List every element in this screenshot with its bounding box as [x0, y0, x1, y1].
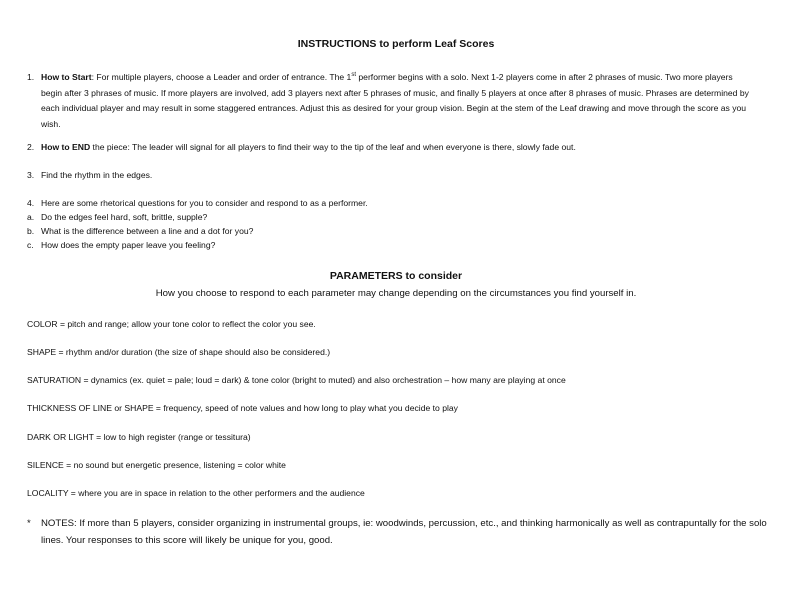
item-1-text-start: : For multiple players, choose a Leader and order of entrance. The 1	[91, 72, 352, 82]
parameter-dark-or-light: DARK OR LIGHT = low to high register (range or tessitura)	[27, 432, 251, 442]
item-4a-text: Do the edges feel hard, soft, brittle, supple?	[41, 212, 208, 222]
parameter-thickness: THICKNESS OF LINE or SHAPE = frequency, speed of note values and how long to play what you decide to play	[27, 403, 458, 413]
item-3-marker: 3.	[27, 170, 35, 180]
parameter-color: COLOR = pitch and range; allow your tone color to reflect the color you see.	[27, 319, 316, 329]
item-2-heading: How to END	[41, 142, 91, 152]
item-1-text-end: performer begins with a solo. Next 1-2 players come in after 2 phrases of music. Two more players begin after 3 phrases of music. If more players are involved, add 3 players next after 5 phrases of music, and finally 5 players at once after 8 phrases of music. Phrases are determined by each individual player and may result in some staggered entrances. Adjust this as desired for your group vision. Begin at the stem of the Leaf drawing and move through the score as you wish.	[41, 72, 749, 129]
item-1-text	[41, 70, 756, 132]
notes-text: NOTES: If more than 5 players, consider organizing in instrumental groups, ie: woodwinds, percussion, etc., and thinking harmonically as well as contrapuntally for the solo lines. Your responses to this score will likely be unique for you, good.	[41, 518, 767, 546]
item-4a-marker: a.	[27, 212, 35, 222]
item-4b-marker: b.	[27, 226, 35, 236]
parameters-title: PARAMETERS to consider	[329, 270, 463, 282]
item-3-text: Find the rhythm in the edges.	[41, 170, 153, 180]
parameter-shape: SHAPE = rhythm and/or duration (the size of shape should also be considered.)	[27, 347, 331, 357]
parameters-subtitle: How you choose to respond to each parameter may change depending on the circumstances you find yourself in.	[155, 288, 637, 299]
item-4-text: Here are some rhetorical questions for you to consider and respond to as a performer.	[41, 198, 368, 208]
parameter-silence: SILENCE = no sound but energetic presence, listening = color white	[27, 460, 286, 470]
item-1-heading: How to Start	[41, 72, 92, 82]
item-2-text	[41, 140, 756, 156]
item-4c-marker: c.	[27, 240, 34, 250]
item-4-marker: 4.	[27, 198, 35, 208]
notes	[27, 515, 772, 549]
item-4c-text: How does the empty paper leave you feeling?	[41, 240, 216, 250]
item-2-body: the piece: The leader will signal for all players to find their way to the tip of the leaf and when everyone is there, slowly fade out.	[90, 142, 576, 152]
item-1-marker: 1.	[27, 72, 35, 82]
notes-asterisk: *	[27, 518, 31, 529]
item-1-sup: st	[351, 72, 356, 78]
document-title: INSTRUCTIONS to perform Leaf Scores	[297, 38, 495, 50]
parameter-locality: LOCALITY = where you are in space in relation to the other performers and the audience	[27, 488, 365, 498]
parameter-saturation: SATURATION = dynamics (ex. quiet = pale; loud = dark) & tone color (bright to muted) and also orchestration – how many are playing at once	[27, 375, 566, 385]
item-4b-text: What is the difference between a line and a dot for you?	[41, 226, 254, 236]
item-2-marker: 2.	[27, 142, 35, 152]
